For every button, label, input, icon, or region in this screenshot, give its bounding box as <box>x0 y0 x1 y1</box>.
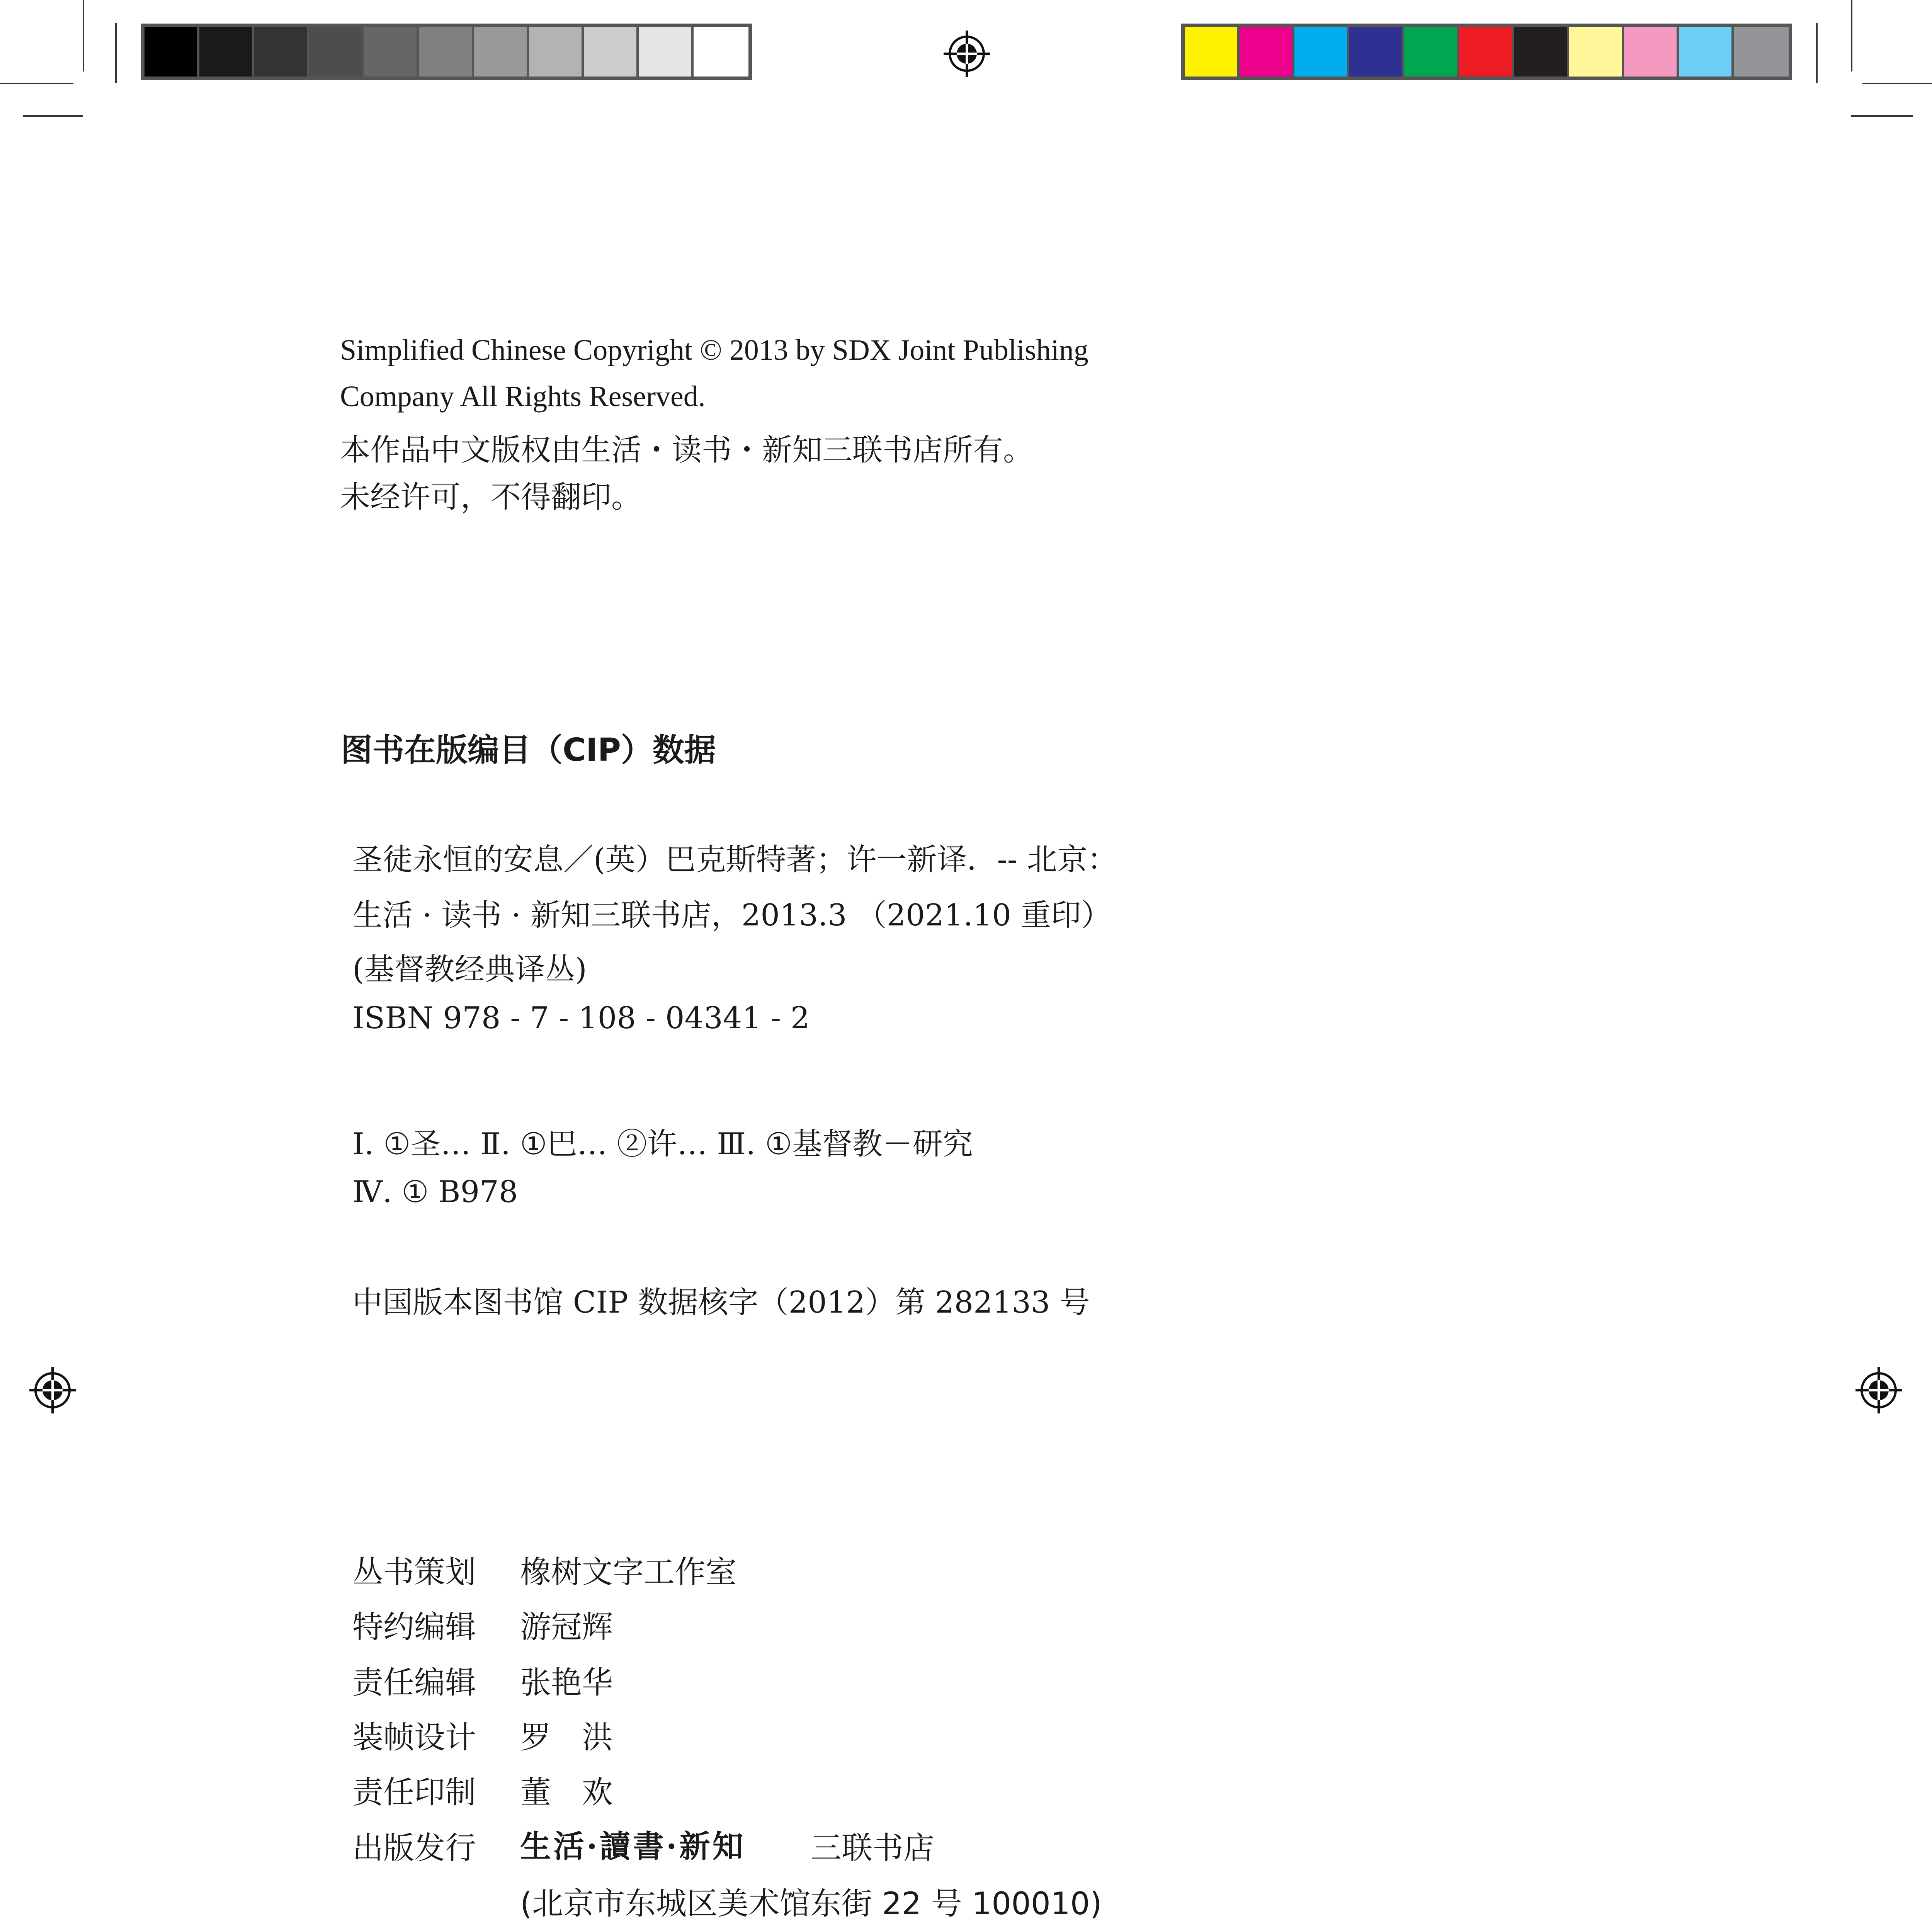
color-patch <box>1734 27 1789 77</box>
cip-series-line: (基督教经典译丛) <box>352 952 587 987</box>
grayscale-calibration-bar <box>141 24 752 80</box>
registration-mark-icon <box>29 1367 76 1413</box>
color-patch <box>364 27 419 77</box>
registration-mark-icon <box>944 31 990 77</box>
publisher-address: (北京市东城区美术馆东街 22 号 100010) <box>520 1886 1102 1922</box>
crop-mark <box>83 0 84 71</box>
color-patch <box>419 27 474 77</box>
credit-role: 特约编辑 <box>352 1609 476 1645</box>
color-patch <box>145 27 199 77</box>
color-patch <box>1185 27 1240 77</box>
color-patch <box>1679 27 1734 77</box>
credit-name: 三联书店 <box>811 1830 934 1866</box>
crop-mark <box>1862 83 1932 84</box>
credit-role: 丛书策划 <box>352 1554 476 1590</box>
credit-name: 橡树文字工作室 <box>520 1554 736 1590</box>
cip-classification-line-2: Ⅳ. ① B978 <box>352 1175 518 1209</box>
credit-name: 游冠辉 <box>520 1609 613 1645</box>
copyright-english-line-2: Company All Rights Reserved. <box>340 380 706 413</box>
cip-heading: 图书在版编目（CIP）数据 <box>341 732 716 769</box>
crop-mark <box>1816 23 1818 83</box>
color-patch <box>474 27 529 77</box>
color-patch <box>1514 27 1569 77</box>
color-patch <box>694 27 748 77</box>
registration-mark-icon <box>1855 1367 1902 1413</box>
copyright-chinese-line-1: 本作品中文版权由生活・读书・新知三联书店所有。 <box>340 433 1034 468</box>
credit-role: 出版发行 <box>352 1830 476 1866</box>
crop-mark <box>1851 0 1852 71</box>
cip-isbn: ISBN 978 - 7 - 108 - 04341 - 2 <box>352 1001 810 1036</box>
credit-role: 责任印制 <box>352 1774 476 1810</box>
color-patch <box>199 27 254 77</box>
color-patch <box>309 27 364 77</box>
crop-mark <box>115 23 117 83</box>
credit-name: 张艳华 <box>520 1665 613 1701</box>
color-patch <box>1459 27 1514 77</box>
color-patch <box>529 27 584 77</box>
cip-title-line: 圣徒永恒的安息／(英）巴克斯特著；许一新译．-- 北京： <box>352 842 1117 877</box>
credit-name: 罗 洪 <box>520 1719 613 1755</box>
cip-classification-line-1: I. ①圣… Ⅱ. ①巴… ②许… Ⅲ. ①基督教－研究 <box>352 1127 973 1162</box>
crop-mark <box>23 115 83 117</box>
crop-mark <box>0 83 73 84</box>
credit-role: 责任编辑 <box>352 1665 476 1701</box>
color-calibration-bar <box>1181 24 1792 80</box>
cip-record-number: 中国版本图书馆 CIP 数据核字（2012）第 282133 号 <box>352 1285 1090 1320</box>
color-patch <box>1294 27 1349 77</box>
color-patch <box>584 27 639 77</box>
color-patch <box>1240 27 1294 77</box>
copyright-chinese-line-2: 未经许可，不得翻印。 <box>340 480 642 515</box>
copyright-english-line-1: Simplified Chinese Copyright © 2013 by SDX Joint Publishing <box>340 334 1088 366</box>
credit-role: 装帧设计 <box>352 1719 476 1755</box>
credit-name: 董 欢 <box>520 1774 613 1810</box>
crop-mark <box>1851 115 1913 117</box>
color-patch <box>1624 27 1679 77</box>
color-patch <box>1569 27 1624 77</box>
color-patch <box>1404 27 1459 77</box>
cip-publisher-line: 生活 · 读书 · 新知三联书店，2013.3 （2021.10 重印） <box>352 898 1111 933</box>
publisher-brand-logo: 生活·讀書·新知 <box>520 1828 746 1864</box>
color-patch <box>254 27 309 77</box>
color-patch <box>639 27 694 77</box>
color-patch <box>1349 27 1404 77</box>
